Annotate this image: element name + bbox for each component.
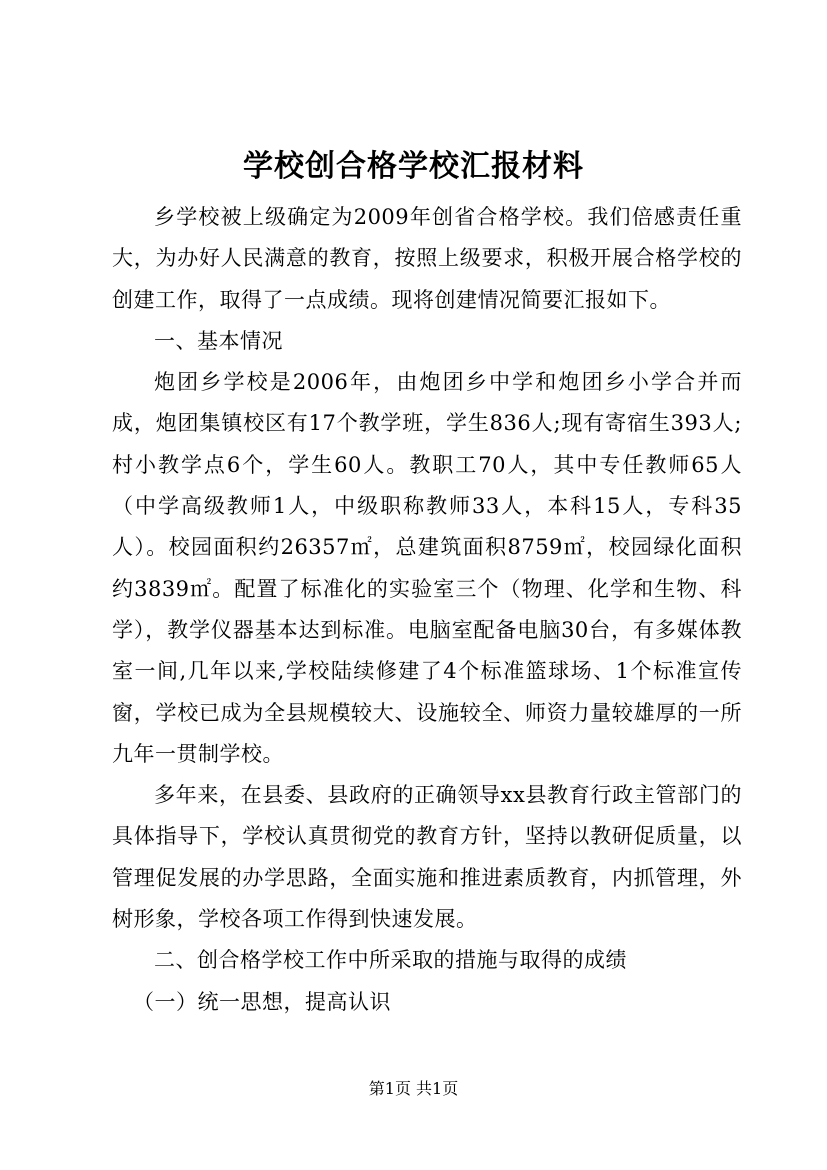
basic-info-paragraph: 炮团乡学校是2006年，由炮团乡中学和炮团乡小学合并而成，炮团集镇校区有17个教学班，学生836人;现有寄宿生393人;村小教学点6个，学生60人。教职工70人，其中专任教师65人（中学高级教师1人，中级职称教师33人，本科15人，专科35人）。校园面积约26357㎡，总建筑面积8759㎡，校园绿化面积约3839㎡。配置了标准化的实验室三个（物理、化学和生物、科学），教学仪器基本达到标准。电脑室配备电脑30台，有多媒体教室一间,几年以来,学校陆续修建了4个标准篮球场、1个标准宣传窗，学校已成为全县规模较大、设施较全、师资力量较雄厚的一所九年一贯制学校。	[112, 370, 742, 766]
section-heading-measures: 二、创合格学校工作中所采取的措施与取得的成绩	[154, 948, 627, 973]
document-body	[112, 197, 742, 1023]
section-heading-basic-info: 一、基本情况	[154, 328, 283, 353]
page-footer: 第1页 共1页	[368, 1079, 459, 1098]
intro-paragraph: 乡学校被上级确定为2009年创省合格学校。我们倍感责任重大，为办好人民满意的教育，按照上级要求，积极开展合格学校的创建工作，取得了一点成绩。现将创建情况简要汇报如下。	[112, 205, 742, 312]
development-paragraph: 多年来，在县委、县政府的正确领导xx县教育行政主管部门的具体指导下，学校认真贯彻党的教育方针，坚持以教研促质量，以管理促发展的办学思路，全面实施和推进素质教育，内抓管理，外树形象，学校各项工作得到快速发展。	[112, 783, 742, 932]
subsection-heading-unify-thinking: （一）统一思想，提高认识	[133, 989, 391, 1014]
document-title: 学校创合格学校汇报材料	[243, 149, 584, 184]
